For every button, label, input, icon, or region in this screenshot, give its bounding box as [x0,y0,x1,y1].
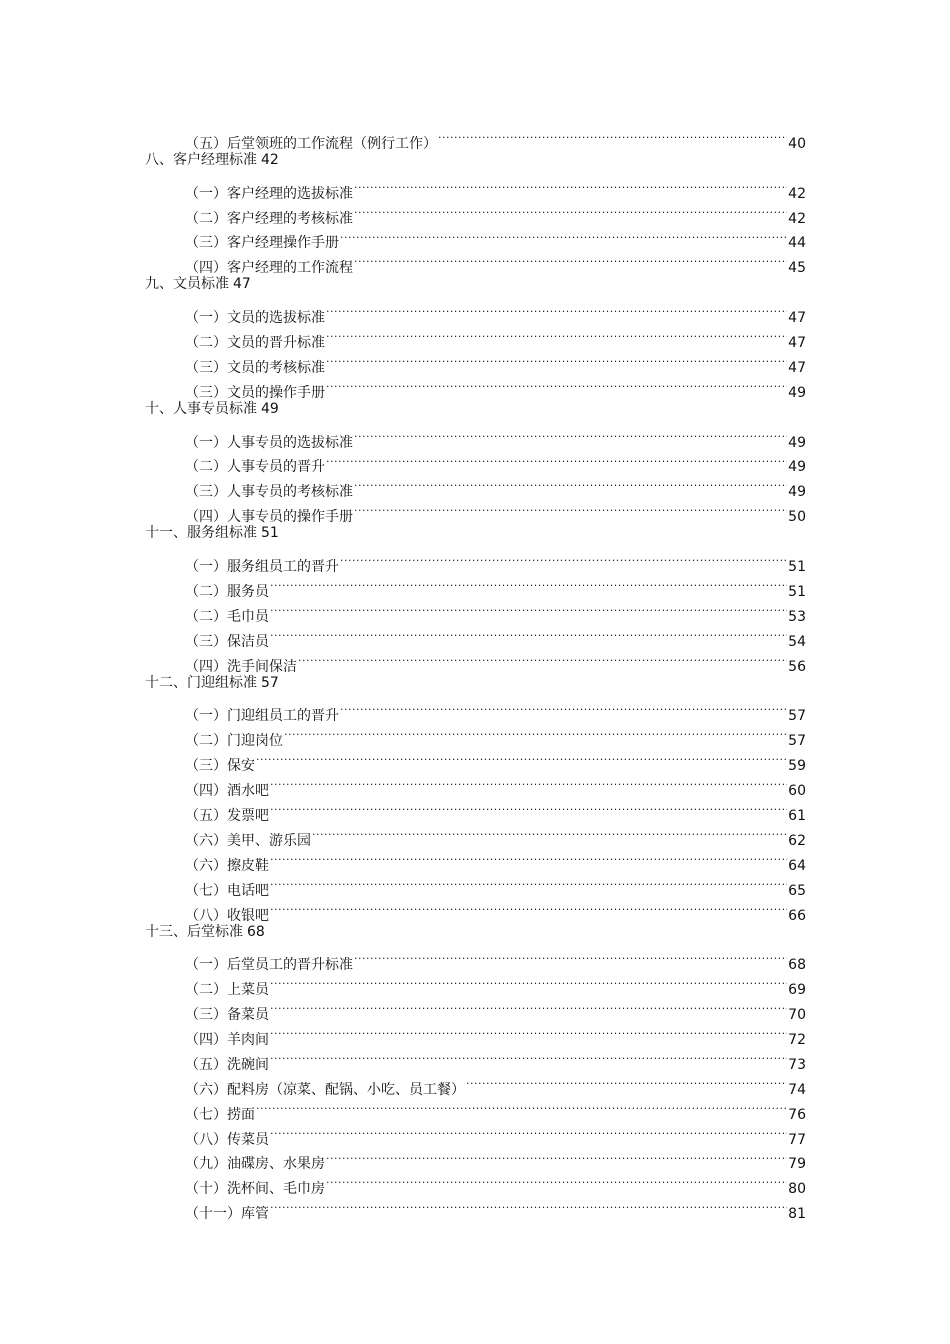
toc-dot-leader [270,969,787,994]
toc-entry-title: （一）门迎组员工的晋升 [185,708,339,725]
toc-entry-title: （六）美甲、游乐园 [185,832,311,849]
toc-dot-leader [270,845,787,870]
toc-entry-title: （二）上菜员 [185,982,269,999]
toc-page-number: 68 [247,923,265,940]
toc-page-number: 40 [788,135,806,152]
toc-page-number: 69 [788,982,806,999]
toc-dot-leader [270,994,787,1019]
toc-entry-title: （十）洗杯间、毛巾房 [185,1181,325,1198]
toc-entry-title: （七）捞面 [185,1106,255,1123]
toc-entry-title: （九）油碟房、水果房 [185,1156,325,1173]
toc-entry-title: （三）保洁员 [185,633,269,650]
toc-page-number: 57 [788,708,806,725]
toc-entry-title: （四）洗手间保洁 [185,658,297,675]
toc-page-number: 47 [788,359,806,376]
toc-entry-title: （一）文员的选拔标准 [185,310,325,327]
toc-section-heading[interactable] [145,521,806,546]
toc-dot-leader [354,247,787,272]
toc-entry-title: 十一、服务组标准 [145,525,257,542]
toc-page-number: 47 [788,310,806,327]
toc-entry-title: （四）客户经理的工作流程 [185,260,353,277]
toc-entry[interactable] [145,297,806,327]
toc-page-number: 77 [788,1131,806,1148]
toc-entry-title: （二）人事专员的晋升 [185,459,325,476]
toc-entry-title: （六）擦皮鞋 [185,857,269,874]
toc-dot-leader [270,1193,787,1218]
toc-entry-title: （六）配料房（凉菜、配锅、小吃、员工餐） [185,1081,465,1098]
toc-dot-leader [326,447,787,472]
toc-dot-leader [270,895,787,920]
toc-section-heading[interactable] [145,148,806,173]
toc-entry-title: （三）保安 [185,758,255,775]
toc-page-number: 53 [788,608,806,625]
toc-entry[interactable] [145,944,806,974]
toc-section-heading[interactable] [145,272,806,297]
toc-entry-title: （二）文员的晋升标准 [185,335,325,352]
toc-page-number: 49 [788,459,806,476]
toc-dot-leader [270,1019,787,1044]
toc-entry-title: （三）备菜员 [185,1007,269,1024]
toc-page-number: 74 [788,1081,806,1098]
toc-page-number: 51 [788,583,806,600]
toc-dot-leader [270,1119,787,1144]
toc-entry[interactable] [145,173,806,202]
toc-entry[interactable] [145,695,806,725]
toc-page-number: 47 [233,276,251,293]
toc-entry[interactable] [145,546,806,576]
toc-entry-title: 九、文员标准 [145,276,229,293]
toc-page-number: 50 [788,509,806,526]
toc-page-number: 57 [788,733,806,750]
toc-page-number: 66 [788,907,806,924]
toc-entry-title: （一）客户经理的选拔标准 [185,185,353,202]
toc-entry-title: （二）服务员 [185,583,269,600]
toc-entry-title: （七）电话吧 [185,882,269,899]
toc-entry-title: （四）人事专员的操作手册 [185,509,353,526]
toc-page-number: 51 [788,559,806,576]
toc-page-number: 49 [788,484,806,501]
toc-entry-title: （一）服务组员工的晋升 [185,559,339,576]
toc-page-number: 54 [788,633,806,650]
toc-dot-leader [340,695,787,720]
toc-page-number: 68 [788,957,806,974]
toc-dot-leader [326,297,787,322]
toc-entry-title: 十三、后堂标准 [145,923,243,940]
toc-page-number: 47 [788,335,806,352]
toc-dot-leader [256,745,787,770]
toc-page-number: 80 [788,1181,806,1198]
toc-page-number: 49 [788,434,806,451]
toc-page-number: 79 [788,1156,806,1173]
toc-entry-title: （二）毛巾员 [185,608,269,625]
toc-dot-leader [340,546,787,571]
toc-page-number: 76 [788,1106,806,1123]
toc-page-number: 42 [261,151,279,168]
toc-page-number: 42 [788,185,806,202]
toc-page-number: 73 [788,1056,806,1073]
table-of-contents [145,123,806,1223]
toc-dot-leader [354,496,787,521]
toc-entry[interactable] [145,422,806,451]
toc-page-number: 44 [788,235,806,252]
toc-entry-title: （二）客户经理的考核标准 [185,210,353,227]
toc-dot-leader [270,571,787,596]
toc-dot-leader [298,646,787,671]
toc-entry-title: 八、客户经理标准 [145,151,257,168]
toc-dot-leader [270,870,787,895]
toc-dot-leader [270,596,787,621]
toc-dot-leader [438,123,787,148]
toc-section-heading[interactable] [145,397,806,422]
toc-entry-title: （一）人事专员的选拔标准 [185,434,353,451]
toc-dot-leader [284,720,787,745]
toc-dot-leader [326,347,787,372]
toc-dot-leader [326,322,787,347]
toc-dot-leader [326,1144,787,1169]
toc-entry-title: （八）传菜员 [185,1131,269,1148]
toc-page-number: 61 [788,807,806,824]
toc-dot-leader [354,944,787,969]
toc-page-number: 65 [788,882,806,899]
toc-dot-leader [270,1044,787,1069]
toc-dot-leader [466,1069,787,1094]
toc-entry-title: （三）文员的考核标准 [185,359,325,376]
toc-entry-title: （八）收银吧 [185,907,269,924]
toc-entry-title: （三）客户经理操作手册 [185,235,339,252]
toc-dot-leader [256,1094,787,1119]
toc-entry-title: （四）羊肉间 [185,1031,269,1048]
toc-page-number: 72 [788,1031,806,1048]
toc-page-number: 59 [788,758,806,775]
toc-page-number: 70 [788,1007,806,1024]
toc-page-number: 62 [788,832,806,849]
toc-entry-title: （五）洗碗间 [185,1056,269,1073]
toc-page-number: 81 [788,1206,806,1223]
toc-entry-title: 十二、门迎组标准 [145,674,257,691]
toc-dot-leader [326,1168,787,1193]
toc-page-number: 51 [261,525,279,542]
toc-page-number: 49 [788,384,806,401]
toc-dot-leader [312,820,787,845]
toc-entry-title: （五）发票吧 [185,807,269,824]
toc-page-number: 57 [261,674,279,691]
toc-page-number: 56 [788,658,806,675]
toc-entry[interactable] [145,123,806,152]
toc-entry-title: （五）后堂领班的工作流程（例行工作） [185,135,437,152]
toc-dot-leader [354,422,787,447]
toc-page-number: 60 [788,783,806,800]
toc-page-number: 49 [261,400,279,417]
toc-entry-title: （三）人事专员的考核标准 [185,484,353,501]
toc-entry-title: （二）门迎岗位 [185,733,283,750]
toc-page-number: 64 [788,857,806,874]
toc-page-number: 45 [788,260,806,277]
toc-dot-leader [354,198,787,223]
toc-dot-leader [340,223,787,248]
toc-entry-title: （十一）库管 [185,1206,269,1223]
toc-dot-leader [270,795,787,820]
toc-dot-leader [354,173,787,198]
toc-dot-leader [270,621,787,646]
toc-entry-title: （三）文员的操作手册 [185,384,325,401]
toc-dot-leader [354,471,787,496]
toc-entry-title: 十、人事专员标准 [145,400,257,417]
toc-entry-title: （一）后堂员工的晋升标准 [185,957,353,974]
toc-dot-leader [326,372,787,397]
toc-entry-title: （四）酒水吧 [185,783,269,800]
toc-page-number: 42 [788,210,806,227]
toc-section-heading[interactable] [145,671,806,696]
toc-dot-leader [270,770,787,795]
